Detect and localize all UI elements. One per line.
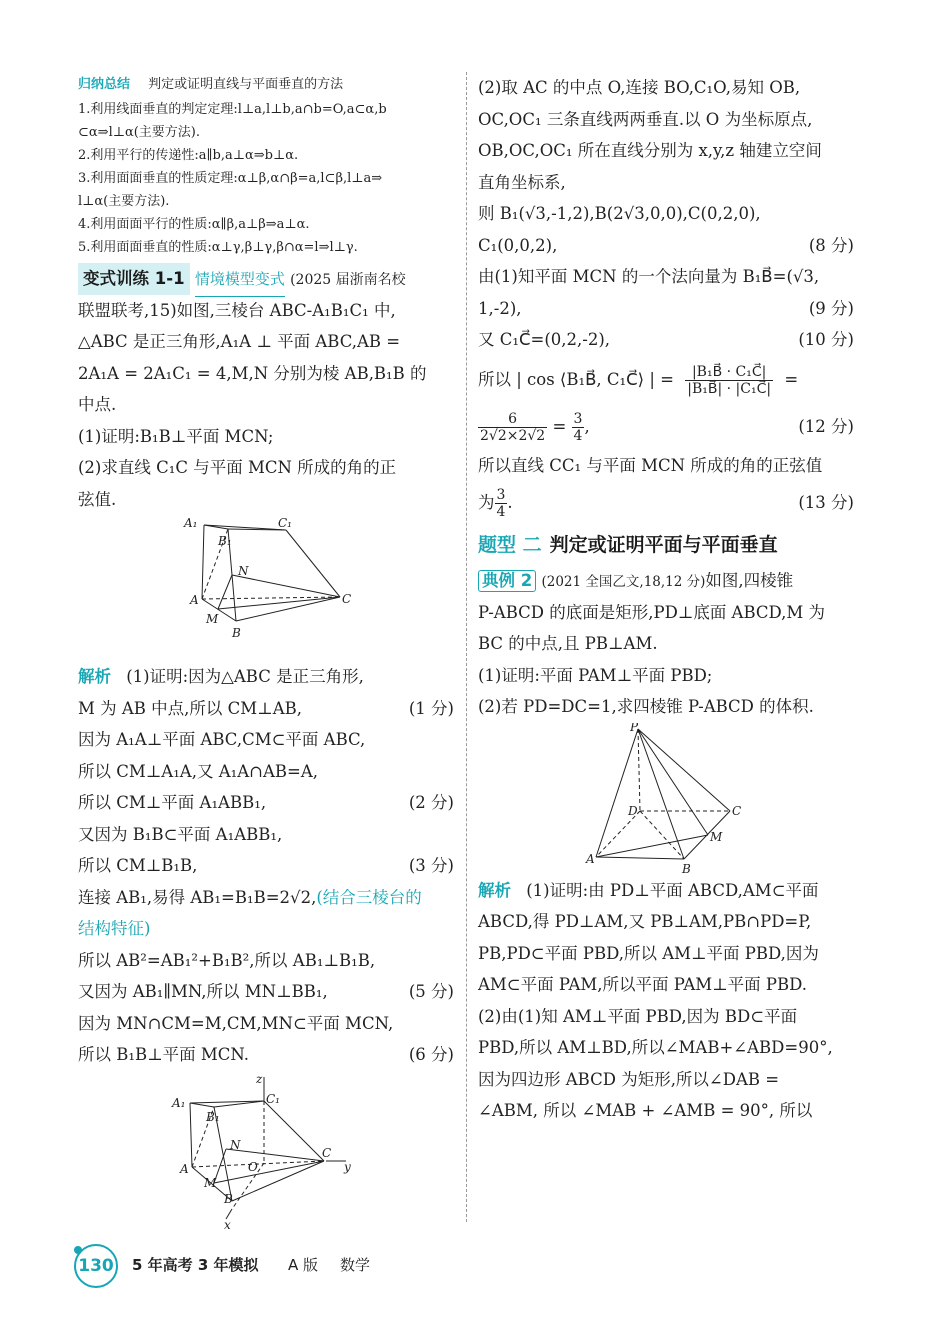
cos-numerator: |B₁B⃗ · C₁C⃗| bbox=[685, 364, 773, 381]
summary-box bbox=[78, 72, 454, 259]
frustum-figure bbox=[78, 515, 454, 655]
score-mark: (1 分) bbox=[408, 698, 454, 718]
coordinate-figure bbox=[78, 1073, 454, 1233]
example-line: (1)证明:平面 PAM⊥平面 PBD; bbox=[478, 665, 713, 685]
summary-line: 2.利用平行的传递性:a∥b,a⊥α⇒b⊥α. bbox=[78, 148, 299, 163]
solution-line: 因为四边形 ABCD 为矩形,所以∠DAB = bbox=[478, 1069, 780, 1089]
figure1-label: N bbox=[238, 564, 249, 578]
figure1-label: B bbox=[232, 626, 241, 640]
solution-line: 直角坐标系, bbox=[478, 172, 566, 192]
frustum-diagram bbox=[78, 515, 454, 655]
example-label: 典例 2 bbox=[478, 570, 536, 592]
summary-line: 3.利用面面垂直的性质定理:α⊥β,α∩β=a,l⊂β,l⊥a⇒ bbox=[78, 171, 383, 186]
exercise-source: (2025 届浙南名校 bbox=[290, 272, 406, 288]
section-heading bbox=[478, 525, 854, 565]
score-mark: (10 分) bbox=[798, 330, 854, 349]
coordinate-diagram bbox=[78, 1073, 454, 1233]
page-number: 130 bbox=[74, 1244, 118, 1288]
summary-line: l⊥α(主要方法). bbox=[78, 194, 170, 209]
summary-line: 5.利用面面垂直的性质:α⊥γ,β⊥γ,β∩α=l⇒l⊥γ. bbox=[78, 240, 358, 255]
pyramid-figure bbox=[478, 723, 854, 875]
exercise-line: 中点. bbox=[78, 395, 117, 414]
solution-line: (1)证明:因为△ABC 是正三角形, bbox=[126, 667, 364, 686]
example-line: P-ABCD 的底面是矩形,PD⊥底面 ABCD,M 为 bbox=[478, 602, 826, 622]
solution-line: PBD,所以 AM⊥BD,所以∠MAB+∠ABD=90°, bbox=[478, 1038, 833, 1057]
exercise-line: 联盟联考,15)如图,三棱台 ABC-A₁B₁C₁ 中, bbox=[78, 300, 396, 320]
page-footer bbox=[74, 1244, 494, 1288]
figure2-label: A bbox=[180, 1161, 189, 1176]
summary-title: 归纳总结 bbox=[78, 77, 131, 92]
exercise-line: (2)求直线 C₁C 与平面 MCN 所成的角的正 bbox=[78, 458, 397, 477]
score-mark: (8 分) bbox=[808, 235, 854, 255]
figure1-label: C₁ bbox=[278, 516, 292, 530]
cosine-formula: 所以 | cos ⟨B₁B⃗, C₁C⃗⟩ | = $\frac{\text{|B₁B⃗ · C₁C⃗|}}{\text{|B₁B⃗| · |C₁C⃗|}}$ = bbox=[478, 363, 799, 397]
example-line: (2)若 PD=DC=1,求四棱锥 P-ABCD 的体积. bbox=[478, 697, 814, 716]
column-divider bbox=[466, 72, 467, 1222]
score-mark: (13 分) bbox=[798, 493, 854, 512]
solution-line: PB,PD⊂平面 PBD,所以 AM⊥平面 PBD,因为 bbox=[478, 943, 819, 963]
figure3-label: P bbox=[630, 722, 639, 734]
exercise-line: △ABC 是正三角形,A₁A ⊥ 平面 ABC,AB = bbox=[78, 332, 401, 351]
example-line: BC 的中点,且 PB⊥AM. bbox=[478, 634, 658, 653]
solution-line: 又 C₁C⃗=(0,2,-2), (10 分) bbox=[478, 324, 854, 356]
solution-line: 则 B₁(√3,-1,2),B(2√3,0,0),C(0,2,0), bbox=[478, 204, 761, 223]
figure2-label: z bbox=[256, 1072, 263, 1086]
figure1-label: C bbox=[342, 592, 352, 606]
solution-line: 所以 CM⊥平面 A₁ABB₁, (2 分) bbox=[78, 787, 454, 819]
page-dot-icon bbox=[74, 1246, 82, 1254]
left-column bbox=[78, 72, 454, 1233]
figure3-label: A bbox=[586, 851, 595, 866]
solution-line: (2)取 AC 的中点 O,连接 BO,C₁O,易知 OB, bbox=[478, 78, 801, 97]
solution-line: M 为 AB 中点,所以 CM⊥AB, (1 分) bbox=[78, 693, 454, 725]
exercise-line: 弦值. bbox=[78, 489, 117, 509]
summary-line: 1.利用线面垂直的判定定理:l⊥a,l⊥b,a∩b=O,a⊂α,b bbox=[78, 102, 387, 117]
right-column: (2)取 AC 的中点 O,连接 BO,C₁O,易知 OB, OC,OC₁ 三条直线两两垂直.以 O 为坐标原点, OB,OC,OC₁ 所在直线分别为 x,y,z 轴建立空间 直角坐标系, 则 B₁(√3,-1,2),B(2√3,0,0),C(0,2,0), C₁(0,0,2), (8 分) 由(1)知平面 MCN 的一个法向量为 B₁B⃗=(√3, 1,-2), (9 分) 又 C₁C⃗=(0,2,-2), (10 分) 所以 | cos ⟨B₁B⃗, C₁C⃗⟩ | = $\frac{\text{|B₁B⃗ · C₁C⃗|}}{\text{|B₁B⃗| · |C₁C⃗|}}$ = $\frac{6}{2√2\times 2√2}$ = $\frac{3}{4}$ , (12 分) 所以直线 CC₁ 与平面 MCN 所成的角的正弦值 为 $\frac{3}{4}$ . (13 分) 题型 二 判定或证明平面与平面垂直 典例 2 (2021 全国乙文,18,12 分)如图,四棱锥 P-ABCD 的底面是矩形,PD⊥底面 ABCD,M 为 BC 的中点,且 PB⊥AM. (1)证明:平面 PAM⊥平面 PBD; (2)若 PD=DC=1,求四棱锥 P-ABCD 的体积. P D C A M B 解析 (1)证明:由 PD⊥平面 ABCD,AM⊂平面 ABCD,得 PD⊥AM,又 PB⊥AM,PB∩PD=P, PB,PD⊂平面 PBD,所以 AM⊥平面 PBD,因为 AM⊂平面 PAM,所以平面 PAM⊥平面 PBD. (2)由(1)知 AM⊥平面 PBD,因为 BD⊂平面 PBD,所以 AM⊥BD,所以∠MAB+∠ABD=90°, 因为四边形 ABCD 为矩形,所以∠DAB = ∠ABM, 所以 ∠MAB + ∠AMB = 90°, 所以 bbox=[478, 72, 854, 1127]
solution-label: 解析 bbox=[478, 880, 511, 900]
figure2-label: O bbox=[248, 1159, 258, 1174]
solution-line: 所以 CM⊥A₁A,又 A₁A∩AB=A, bbox=[78, 761, 319, 781]
figure1-label: A₁ bbox=[184, 516, 198, 530]
solution-line: 由(1)知平面 MCN 的一个法向量为 B₁B⃗=(√3, bbox=[478, 267, 820, 286]
figure3-label: B bbox=[682, 861, 691, 875]
solution-line: 所以 CM⊥B₁B, (3 分) bbox=[78, 850, 454, 882]
figure2-label: C bbox=[322, 1145, 332, 1160]
figure3-label: D bbox=[628, 803, 638, 818]
summary-subtitle: 判定或证明直线与平面垂直的方法 bbox=[148, 77, 344, 92]
solution-line: 所以 B₁B⊥平面 MCN. (6 分) bbox=[78, 1039, 454, 1071]
cos-denominator: |B₁B⃗| · |C₁C⃗| bbox=[687, 380, 772, 397]
summary-line: 4.利用面面平行的性质:α∥β,a⊥β⇒a⊥α. bbox=[78, 217, 310, 232]
book-brand: 5 年高考 3 年模拟 bbox=[132, 1256, 259, 1274]
exercise-banner: 变式训练 1-1 bbox=[78, 263, 190, 295]
exercise-block bbox=[78, 263, 454, 515]
figure2-label: M bbox=[204, 1175, 217, 1190]
solution-line: OB,OC,OC₁ 所在直线分别为 x,y,z 轴建立空间 bbox=[478, 141, 822, 160]
solution-line: (2)由(1)知 AM⊥平面 PBD,因为 BD⊂平面 bbox=[478, 1006, 798, 1026]
cosine-result: $\frac{6}{2√2\times 2√2}$ = $\frac{3}{4}$ , (12 分) bbox=[478, 404, 854, 450]
structure-note: (结合三棱台的 bbox=[316, 887, 422, 907]
score-mark: (6 分) bbox=[408, 1045, 454, 1064]
figure3-label: M bbox=[710, 829, 723, 844]
solution-line: 又因为 AB₁∥MN,所以 MN⊥BB₁, (5 分) bbox=[78, 976, 454, 1008]
summary-line: ⊂α⇒l⊥α(主要方法). bbox=[78, 125, 201, 140]
figure1-label: B₁ bbox=[218, 534, 232, 548]
figure2-label: y bbox=[344, 1159, 351, 1174]
solution-line: 所以 AB²=AB₁²+B₁B²,所以 AB₁⊥B₁B, bbox=[78, 950, 376, 970]
score-mark: (3 分) bbox=[408, 856, 454, 875]
solution-label: 解析 bbox=[78, 667, 111, 686]
score-mark: (5 分) bbox=[408, 982, 454, 1001]
context-tag: 情境模型变式 bbox=[195, 264, 285, 297]
score-mark: (2 分) bbox=[408, 793, 454, 812]
solution-line: AM⊂平面 PAM,所以平面 PAM⊥平面 PBD. bbox=[478, 975, 808, 994]
figure2-label: B bbox=[224, 1191, 233, 1206]
exercise-line: 2A₁A = 2A₁C₁ = 4,M,N 分别为棱 AB,B₁B 的 bbox=[78, 363, 427, 383]
structure-note: 结构特征) bbox=[78, 919, 151, 938]
solution-line: 为 $\frac{3}{4}$ . (13 分) bbox=[478, 481, 854, 525]
example-source: (2021 全国乙文,18,12 分) bbox=[541, 574, 706, 590]
figure2-label: C₁ bbox=[266, 1091, 280, 1106]
score-mark: (9 分) bbox=[808, 298, 854, 318]
section-tag: 题型 二 bbox=[478, 534, 542, 556]
solution-line: 因为 MN∩CM=M,CM,MN⊂平面 MCN, bbox=[78, 1013, 394, 1033]
solution-line: (1)证明:由 PD⊥平面 ABCD,AM⊂平面 bbox=[526, 880, 819, 900]
figure2-label: x bbox=[224, 1217, 231, 1232]
solution-line: 因为 A₁A⊥平面 ABC,CM⊂平面 ABC, bbox=[78, 730, 366, 749]
book-version: A 版 bbox=[288, 1256, 319, 1274]
book-subject: 数学 bbox=[340, 1256, 371, 1274]
figure2-label: B₁ bbox=[206, 1109, 220, 1124]
solution-line: 所以直线 CC₁ 与平面 MCN 所成的角的正弦值 bbox=[478, 455, 823, 475]
solution-line: C₁(0,0,2), (8 分) bbox=[478, 230, 854, 262]
figure1-label: M bbox=[206, 612, 219, 626]
solution-line: 又因为 B₁B⊂平面 A₁ABB₁, bbox=[78, 824, 283, 844]
solution-block bbox=[78, 661, 454, 1071]
score-mark: (12 分) bbox=[798, 416, 854, 436]
figure1-label: A bbox=[190, 593, 199, 607]
figure2-label: N bbox=[230, 1137, 241, 1152]
figure2-label: A₁ bbox=[172, 1095, 186, 1110]
section-title: 判定或证明平面与平面垂直 bbox=[549, 534, 778, 556]
solution-line: 1,-2), (9 分) bbox=[478, 293, 854, 325]
solution-line: ABCD,得 PD⊥AM,又 PB⊥AM,PB∩PD=P, bbox=[478, 912, 812, 931]
exercise-line: (1)证明:B₁B⊥平面 MCN; bbox=[78, 426, 274, 446]
solution-line: 连接 AB₁,易得 AB₁=B₁B=2√2,(结合三棱台的 bbox=[78, 887, 422, 907]
figure3-label: C bbox=[732, 803, 742, 818]
pyramid-diagram bbox=[478, 723, 854, 875]
solution-line: ∠ABM, 所以 ∠MAB + ∠AMB = 90°, 所以 bbox=[478, 1101, 813, 1120]
solution-line: OC,OC₁ 三条直线两两垂直.以 O 为坐标原点, bbox=[478, 109, 813, 129]
